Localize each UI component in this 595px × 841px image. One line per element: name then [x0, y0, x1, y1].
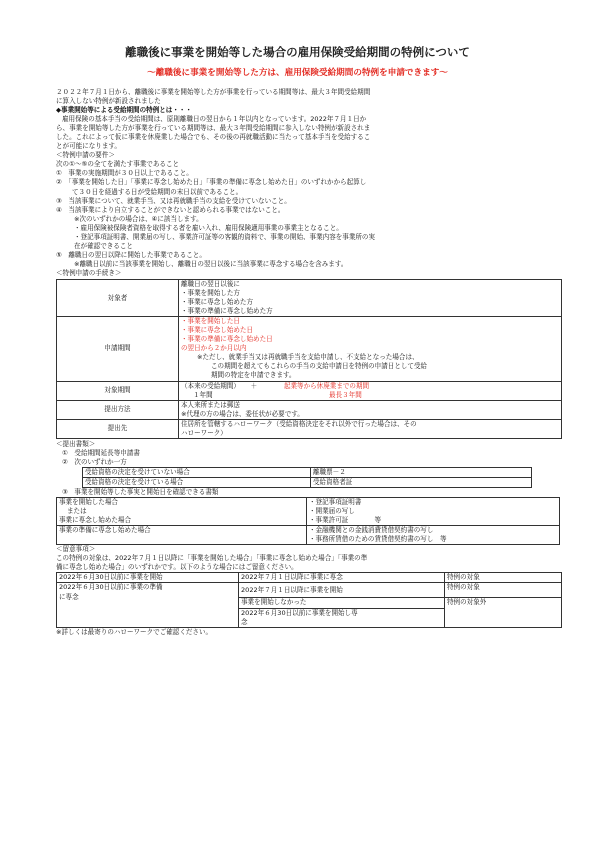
table-cell: 2022年７月１日以降に事業に専念: [239, 573, 445, 583]
intro-line: に算入しない特例が新設されました: [56, 97, 161, 106]
table-cell: 離職票－２: [311, 467, 532, 477]
table-cell: 事業の準備に専念し始めた場合: [57, 526, 307, 545]
requirement-item: て３０日を経過する日が受給期間の末日以前であること。: [72, 187, 243, 196]
target-value: （本来の受給期間） ＋ 起業等から休廃業までの期間 １年間 最長３年間: [179, 381, 562, 400]
notice-line: 備に専念し始めた場合」のいずれかです。以下のような場合にはご留意ください。: [56, 563, 298, 572]
notice-table: [56, 572, 562, 627]
table-cell: 特例の対象: [445, 583, 562, 598]
what-line: した。これによって仮に事業を休廃業した場合でも、その後の再就職活動に当たって基本手当を受給するこ: [56, 133, 371, 142]
intro-line: ２０２２年７月１日から、離職後に事業を開始等した方が事業を行っている期間等は、最大３年間受給期間: [56, 88, 371, 96]
table-row: [57, 400, 562, 419]
destination-value: 住居所を管轄するハローワーク（受給資格決定をそれ以外で行った場合は、その ハローワーク）: [179, 419, 562, 438]
requirement-note: 在が確認できること: [74, 241, 133, 250]
procedure-heading: ＜特例申請の手続き＞: [56, 268, 122, 277]
method-value: 本人来所または郵送 ※代理の方の場合は、委任状が必要です。: [179, 400, 562, 419]
target-label: 対象期間: [57, 381, 179, 400]
procedure-table: [56, 279, 562, 439]
requirement-item: ③ 当該事業について、就業手当、又は再就職手当の支給を受けていないこと。: [56, 196, 291, 205]
table-cell: 受給資格の決定を受けている場合: [83, 477, 311, 487]
documents-heading: ＜提出書類＞: [56, 439, 96, 448]
table-row: [83, 477, 532, 487]
table-row: [57, 573, 562, 583]
table-cell: 特例の対象: [445, 573, 562, 583]
what-heading: ◆事業開始等による受給期間の特例とは・・・: [56, 106, 192, 115]
page-title: 離職後に事業を開始等した場合の雇用保険受給期間の特例について: [125, 45, 470, 59]
period-label: 申請期間: [57, 317, 179, 381]
table-row: [57, 498, 560, 526]
table-cell: 事業を開始しなかった: [239, 598, 445, 608]
table-cell: 2022年６月30日以前に事業を開始: [57, 573, 239, 583]
document-item: ① 受給期間延長等申請書: [62, 448, 140, 457]
what-line: ら、事業を開始等した方が事業を行っている期間等は、最大３年間受給期間に参入しない特例が新設されま: [56, 124, 371, 133]
table-cell: 受給資格者証: [311, 477, 532, 487]
requirement-note: ・登記事項証明書、開業届の写し、事業許可証等の客観的資料で、事業の開始、事業内容を事業所の実: [74, 232, 376, 241]
requirement-item: ④ 当該事業により自立することができないと認められる事業ではないこと。: [56, 205, 285, 214]
table-cell: 事業を開始した場合 または 事業に専念し始めた場合: [57, 498, 307, 526]
requirements-intro: 次の①～⑤の全てを満たす事業であること: [56, 160, 180, 169]
requirements-heading: ＜特例申請の要件＞: [56, 151, 115, 160]
qualification-table: [82, 467, 532, 488]
period-value: ・事業を開始した日 ・事業に専念し始めた日 ・事業の準備に専念し始めた日 の翌日から２か月以内 ※ただし、就業手当又は再就職手当を支給申請し、不支給となった場合は、 この期間を超えてもこれらの手当の支給申請日を特例の申請日として受給 期間の特定を申請できます。: [179, 317, 562, 381]
table-cell: ・登記事項証明書 ・開業届の写し ・事業許可証 等: [307, 498, 560, 526]
table-cell: 受給資格の決定を受けていない場合: [83, 467, 311, 477]
requirement-note: ※離職日以前に当該事業を開始し、離職日の翌日以後に当該事業に専念する場合を含みます。: [74, 259, 348, 268]
table-row: [57, 279, 562, 316]
requirement-note: ※次のいずれかの場合は、④に該当します。: [74, 214, 203, 223]
subject-label: 対象者: [57, 279, 179, 316]
requirement-item: ① 事業の実施期間が３０日以上であること。: [56, 169, 193, 178]
table-cell: 特例の対象外: [445, 598, 562, 627]
subject-value: 離職日の翌日以後に ・事業を開始した方 ・事業に専念し始めた方 ・事業の準備に専念し始めた方: [179, 279, 562, 316]
document-body: [56, 88, 561, 637]
table-cell: 2022年７月１日以降に事業を開始: [239, 583, 445, 598]
requirement-item: ② 「事業を開始した日」「事業に専念し始めた日」「事業の準備に専念し始めた日」のいずれかから起算し: [56, 178, 367, 187]
method-label: 提出方法: [57, 400, 179, 419]
document-item: ② 次のいずれか一方: [62, 457, 127, 466]
notice-line: この特例の対象は、2022年７月１日以降に「事業を開始した場合」「事業に専念し始めた場合」「事業の準: [56, 554, 368, 563]
what-line: 雇用保険の基本手当の受給期間は、原則離職日の翌日から１年以内となっています。2022年７月１日か: [62, 115, 367, 124]
table-cell: ・金融機関との金銭消費貸借契約書の写し ・事務所賃借のための賃貸借契約書の写し 等: [307, 526, 560, 545]
footer-note: ※詳しくは最寄りのハローワークでご確認ください。: [56, 627, 213, 636]
destination-label: 提出先: [57, 419, 179, 438]
table-row: [57, 419, 562, 438]
notice-heading: ＜留意事項＞: [56, 545, 96, 554]
table-row: [57, 317, 562, 381]
table-row: [57, 583, 562, 598]
requirement-item: ⑤ 離職日の翌日以降に開始した事業であること。: [56, 250, 206, 259]
table-cell: 2022年６月30日以前に事業の準備 に専念: [57, 583, 239, 627]
table-row: [57, 381, 562, 400]
document-item: ③ 事業を開始等した事実と開始日を確認できる書類: [62, 488, 219, 497]
requirement-note: ・雇用保険被保険者資格を取得する者を雇い入れ、雇用保険適用事業の事業主となること。: [74, 223, 343, 232]
table-row: [83, 467, 532, 477]
page-subtitle: ～離職後に事業を開始等した方は、雇用保険受給期間の特例を申請できます～: [147, 68, 448, 78]
table-row: [57, 526, 560, 545]
table-cell: 2022年６月30日以前に事業を開始し専 念: [239, 608, 445, 627]
what-line: とが可能になります。: [56, 142, 121, 151]
confirmation-docs-table: [56, 497, 560, 545]
